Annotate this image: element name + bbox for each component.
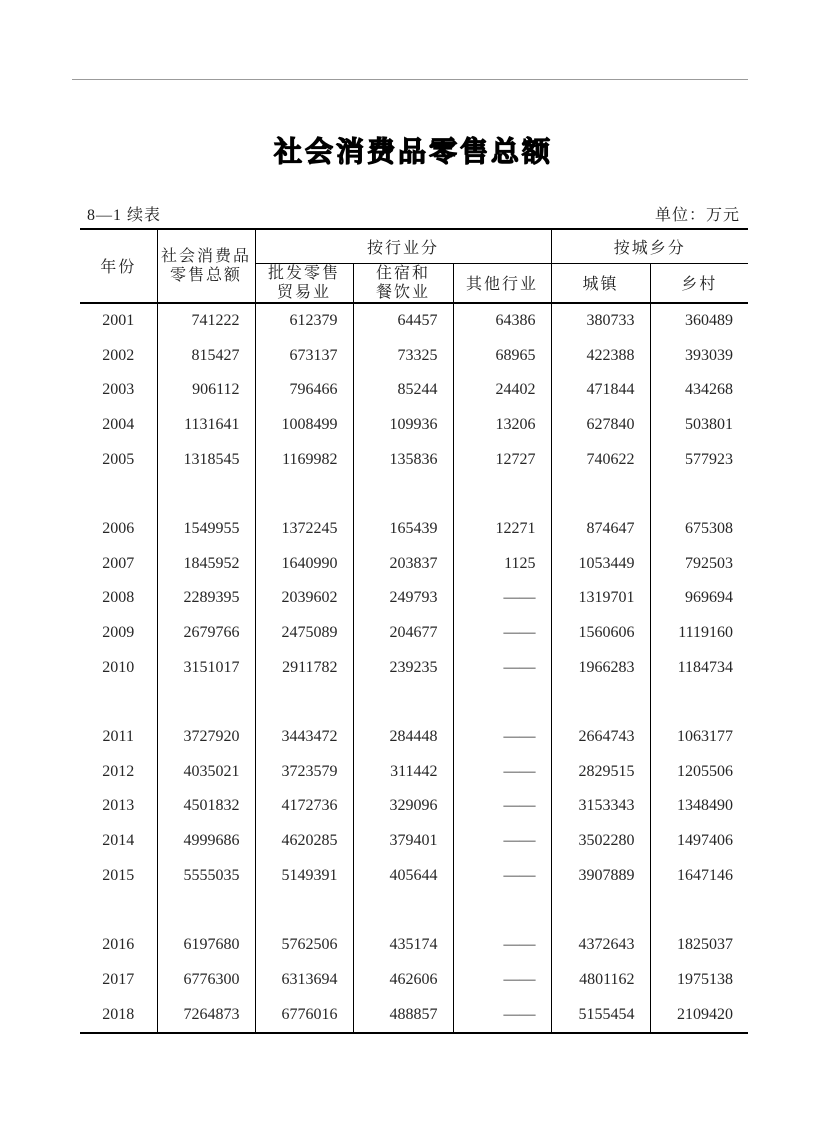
cell-lodging: 109936 [353,408,453,443]
cell-lodging: 239235 [353,650,453,685]
cell-total: 4501832 [157,789,255,824]
spacer-cell [551,685,650,720]
cell-total: 1131641 [157,408,255,443]
cell-wholesale: 2475089 [255,616,353,651]
table-body [80,303,748,1033]
cell-wholesale: 4172736 [255,789,353,824]
cell-rural: 792503 [650,546,748,581]
cell-urban: 3907889 [551,859,650,894]
cell-year: 2014 [102,832,135,850]
cell-other: 12271 [453,512,551,547]
col-header-wholesale [255,263,353,303]
col-header-total-retail [157,229,255,303]
spacer-cell [650,685,748,720]
cell-lodging: 73325 [353,338,453,373]
cell-year: 2017 [102,970,135,988]
cell-wholesale: 1008499 [255,408,353,443]
cell-urban: 422388 [551,338,650,373]
cell-year: 2002 [102,346,135,364]
col-header-urban: 城镇 [551,263,650,303]
spacer-cell [255,685,353,720]
cell-lodging: 435174 [353,928,453,963]
cell-rural: 1975138 [650,963,748,998]
cell-urban: 1966283 [551,650,650,685]
cell-lodging: 64457 [353,303,453,339]
cell-rural: 503801 [650,408,748,443]
spacer-row [80,893,748,928]
cell-other: —— [453,928,551,963]
cell-total: 906112 [157,373,255,408]
cell-rural: 969694 [650,581,748,616]
table-row [80,442,748,477]
spacer-cell [353,477,453,512]
cell-urban: 4801162 [551,963,650,998]
cell-other: 12727 [453,442,551,477]
table-header [80,229,748,303]
cell-total: 1845952 [157,546,255,581]
cell-year: 2013 [102,797,135,815]
cell-wholesale: 673137 [255,338,353,373]
cell-other: 24402 [453,373,551,408]
cell-rural: 1348490 [650,789,748,824]
cell-rural: 1497406 [650,824,748,859]
col-group-by-industry: 按行业分 [255,229,551,263]
table-row [80,720,748,755]
spacer-cell [650,893,748,928]
table-row [80,373,748,408]
table-row [80,824,748,859]
table-row [80,997,748,1033]
cell-other: —— [453,720,551,755]
cell-rural: 1825037 [650,928,748,963]
cell-total: 7264873 [157,997,255,1033]
table-reference-label: 8—1 续表 [87,207,162,224]
cell-other: —— [453,616,551,651]
col-header-rural: 乡村 [650,263,748,303]
spacer-cell [551,893,650,928]
cell-lodging: 329096 [353,789,453,824]
cell-urban: 5155454 [551,997,650,1033]
cell-total: 3727920 [157,720,255,755]
cell-rural: 1184734 [650,650,748,685]
cell-urban: 1053449 [551,546,650,581]
table-row [80,754,748,789]
col-header-wholesale-line1: 批发零售 [267,264,340,282]
cell-urban: 3502280 [551,824,650,859]
cell-wholesale: 1372245 [255,512,353,547]
cell-urban: 740622 [551,442,650,477]
cell-urban: 2829515 [551,754,650,789]
cell-rural: 1063177 [650,720,748,755]
spacer-cell [650,477,748,512]
cell-wholesale: 2911782 [255,650,353,685]
cell-other: —— [453,997,551,1033]
cell-year: 2010 [102,658,135,676]
cell-rural: 1119160 [650,616,748,651]
cell-other: 68965 [453,338,551,373]
col-header-total-line2: 零售总额 [169,266,242,284]
cell-lodging: 203837 [353,546,453,581]
cell-lodging: 405644 [353,859,453,894]
spacer-cell [255,893,353,928]
unit-label: 单位：万元 [654,207,740,224]
cell-wholesale: 3443472 [255,720,353,755]
cell-year: 2008 [102,589,135,607]
table-row [80,928,748,963]
spacer-cell [453,893,551,928]
col-header-lodging [353,263,453,303]
page-title: 社会消费品零售总额 [273,137,553,168]
cell-rural: 2109420 [650,997,748,1033]
cell-other: —— [453,789,551,824]
cell-urban: 1319701 [551,581,650,616]
table-row [80,512,748,547]
spacer-cell [255,477,353,512]
cell-rural: 675308 [650,512,748,547]
cell-wholesale: 796466 [255,373,353,408]
cell-lodging: 311442 [353,754,453,789]
table-row [80,616,748,651]
spacer-cell [157,893,255,928]
cell-urban: 4372643 [551,928,650,963]
col-header-year: 年份 [80,229,157,303]
cell-urban: 3153343 [551,789,650,824]
table-row [80,789,748,824]
col-header-other: 其他行业 [453,263,551,303]
cell-year: 2012 [102,762,135,780]
spacer-cell [453,685,551,720]
cell-wholesale: 1640990 [255,546,353,581]
spacer-cell [157,477,255,512]
cell-rural: 1647146 [650,859,748,894]
cell-urban: 1560606 [551,616,650,651]
cell-urban: 380733 [551,303,650,339]
cell-wholesale: 6313694 [255,963,353,998]
spacer-cell [80,477,157,512]
cell-lodging: 85244 [353,373,453,408]
cell-year: 2016 [102,936,135,954]
cell-total: 741222 [157,303,255,339]
table-row [80,650,748,685]
cell-other: —— [453,650,551,685]
cell-lodging: 462606 [353,963,453,998]
cell-year: 2009 [102,624,135,642]
cell-year: 2006 [102,519,135,537]
cell-other: —— [453,963,551,998]
cell-other: —— [453,859,551,894]
col-group-by-region: 按城乡分 [551,229,748,263]
cell-year: 2011 [102,728,134,746]
cell-lodging: 284448 [353,720,453,755]
cell-total: 4035021 [157,754,255,789]
col-header-lodging-line2: 餐饮业 [375,283,430,301]
cell-year: 2004 [102,415,135,433]
table-row [80,408,748,443]
table-row [80,303,748,339]
table-row [80,859,748,894]
cell-year: 2003 [102,381,135,399]
cell-urban: 471844 [551,373,650,408]
cell-lodging: 165439 [353,512,453,547]
col-header-lodging-line1: 住宿和 [375,264,430,282]
cell-year: 2005 [102,450,135,468]
page-top-rule [72,79,748,80]
cell-wholesale: 2039602 [255,581,353,616]
spacer-cell [453,477,551,512]
cell-total: 4999686 [157,824,255,859]
cell-lodging: 204677 [353,616,453,651]
spacer-row [80,477,748,512]
cell-total: 2679766 [157,616,255,651]
cell-rural: 393039 [650,338,748,373]
cell-other: —— [453,754,551,789]
cell-wholesale: 1169982 [255,442,353,477]
cell-rural: 360489 [650,303,748,339]
cell-lodging: 379401 [353,824,453,859]
cell-year: 2018 [102,1005,135,1023]
cell-wholesale: 5762506 [255,928,353,963]
header-row-top [80,229,748,263]
col-header-total-line1: 社会消费品 [160,247,251,265]
table-row [80,546,748,581]
cell-total: 815427 [157,338,255,373]
spacer-cell [80,893,157,928]
cell-wholesale: 5149391 [255,859,353,894]
cell-lodging: 249793 [353,581,453,616]
cell-lodging: 488857 [353,997,453,1033]
cell-total: 1549955 [157,512,255,547]
table-row [80,581,748,616]
spacer-cell [551,477,650,512]
cell-other: 1125 [453,546,551,581]
cell-rural: 434268 [650,373,748,408]
cell-urban: 2664743 [551,720,650,755]
cell-total: 1318545 [157,442,255,477]
cell-wholesale: 612379 [255,303,353,339]
cell-rural: 577923 [650,442,748,477]
cell-other: —— [453,581,551,616]
cell-year: 2015 [102,866,135,884]
spacer-row [80,685,748,720]
cell-total: 5555035 [157,859,255,894]
cell-other: —— [453,824,551,859]
cell-lodging: 135836 [353,442,453,477]
cell-total: 3151017 [157,650,255,685]
col-header-wholesale-line2: 贸易业 [276,283,331,301]
cell-total: 2289395 [157,581,255,616]
cell-urban: 627840 [551,408,650,443]
cell-year: 2007 [102,554,135,572]
cell-wholesale: 3723579 [255,754,353,789]
cell-other: 64386 [453,303,551,339]
spacer-cell [353,685,453,720]
cell-other: 13206 [453,408,551,443]
cell-total: 6776300 [157,963,255,998]
table-row [80,963,748,998]
cell-wholesale: 4620285 [255,824,353,859]
cell-urban: 874647 [551,512,650,547]
spacer-cell [157,685,255,720]
spacer-cell [353,893,453,928]
spacer-cell [80,685,157,720]
cell-year: 2001 [102,311,135,329]
cell-wholesale: 6776016 [255,997,353,1033]
retail-sales-table [80,228,748,1034]
table-row [80,338,748,373]
cell-total: 6197680 [157,928,255,963]
cell-rural: 1205506 [650,754,748,789]
